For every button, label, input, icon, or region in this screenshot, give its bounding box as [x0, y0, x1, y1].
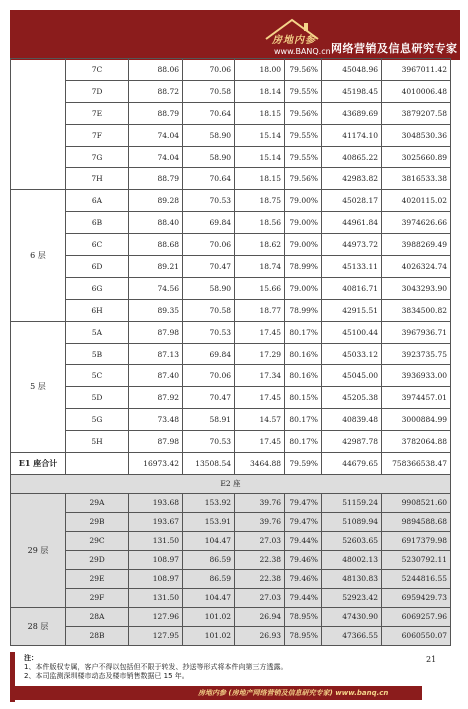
total-price-cell: 3923735.75 [382, 343, 451, 365]
floor-label-cell: 6 层 [11, 190, 66, 321]
table-row [11, 431, 451, 453]
shared-area-cell: 17.45 [235, 321, 285, 343]
total-row [11, 453, 451, 475]
unit-price-cell: 47366.55 [322, 626, 382, 645]
inner-area-cell: 70.47 [183, 256, 235, 278]
footnote-line-1: 1、本件版权专属，客户不得以包括但不限于转发、抄送等形式将本件向第三方透露。 [24, 663, 288, 671]
table-row [11, 343, 451, 365]
efficiency-cell: 79.00% [285, 234, 322, 256]
logo-url: www.BANQ.cn [274, 47, 331, 56]
unit-price-cell: 40816.71 [322, 277, 382, 299]
shared-area-cell: 15.66 [235, 277, 285, 299]
unit-price-cell: 40865.22 [322, 146, 382, 168]
total-price-cell: 3816533.38 [382, 168, 451, 190]
table-row [11, 512, 451, 531]
efficiency-cell: 80.16% [285, 365, 322, 387]
floor-label-cell: 5 层 [11, 321, 66, 452]
shared-area-cell: 18.15 [235, 168, 285, 190]
inner-area-cell: 58.91 [183, 409, 235, 431]
total-price-cell: 6959429.73 [382, 588, 451, 607]
efficiency-cell: 79.56% [285, 168, 322, 190]
footer-text: 房地内参 (房地产网络营销及信息研究专家) www.banq.cn [198, 689, 389, 697]
efficiency-cell: 79.59% [285, 453, 322, 475]
total-price-cell: 3043293.90 [382, 277, 451, 299]
inner-area-cell: 86.59 [183, 550, 235, 569]
inner-area-cell: 58.90 [183, 277, 235, 299]
unit-price-cell: 42915.51 [322, 299, 382, 321]
unit-price-cell: 51089.94 [322, 512, 382, 531]
inner-area-cell: 70.58 [183, 80, 235, 102]
unit-price-cell: 45045.00 [322, 365, 382, 387]
shared-area-cell: 18.77 [235, 299, 285, 321]
build-area-cell: 87.92 [129, 387, 183, 409]
shared-area-cell: 39.76 [235, 493, 285, 512]
total-price-cell: 3974626.66 [382, 212, 451, 234]
build-area-cell: 74.56 [129, 277, 183, 299]
unit-cell: 29D [66, 550, 129, 569]
unit-price-cell: 45100.44 [322, 321, 382, 343]
shared-area-cell: 17.45 [235, 431, 285, 453]
build-area-cell: 88.40 [129, 212, 183, 234]
shared-area-cell: 17.34 [235, 365, 285, 387]
shared-area-cell: 22.38 [235, 569, 285, 588]
build-area-cell: 88.79 [129, 168, 183, 190]
total-price-cell: 4010006.48 [382, 80, 451, 102]
build-area-cell: 131.50 [129, 531, 183, 550]
sales-table [10, 58, 451, 646]
table-row [11, 387, 451, 409]
build-area-cell: 88.68 [129, 234, 183, 256]
total-price-cell: 9908521.60 [382, 493, 451, 512]
efficiency-cell: 80.17% [285, 409, 322, 431]
efficiency-cell: 79.55% [285, 80, 322, 102]
table-row [11, 212, 451, 234]
unit-cell: 7D [66, 80, 129, 102]
company-logo [252, 14, 332, 56]
build-area-cell: 88.06 [129, 59, 183, 81]
footnote [24, 654, 287, 681]
total-price-cell: 3834500.82 [382, 299, 451, 321]
table-row [11, 299, 451, 321]
unit-cell: 7E [66, 102, 129, 124]
build-area-cell: 89.21 [129, 256, 183, 278]
build-area-cell: 74.04 [129, 124, 183, 146]
efficiency-cell: 79.47% [285, 493, 322, 512]
table-row [11, 146, 451, 168]
efficiency-cell: 80.17% [285, 321, 322, 343]
inner-area-cell: 58.90 [183, 124, 235, 146]
build-area-cell: 108.97 [129, 569, 183, 588]
build-area-cell: 89.35 [129, 299, 183, 321]
total-label-cell: E1 座合计 [11, 453, 66, 475]
inner-area-cell: 70.53 [183, 431, 235, 453]
shared-area-cell: 18.56 [235, 212, 285, 234]
page-header-banner [10, 10, 460, 60]
inner-area-cell: 70.53 [183, 321, 235, 343]
unit-cell: 7G [66, 146, 129, 168]
unit-cell: 5A [66, 321, 129, 343]
total-price-cell: 6069257.96 [382, 607, 451, 626]
build-area-cell: 16973.42 [129, 453, 183, 475]
inner-area-cell: 70.64 [183, 168, 235, 190]
shared-area-cell: 18.75 [235, 190, 285, 212]
efficiency-cell: 78.99% [285, 299, 322, 321]
table-row [11, 168, 451, 190]
shared-area-cell: 26.94 [235, 607, 285, 626]
efficiency-cell: 79.56% [285, 102, 322, 124]
build-area-cell: 73.48 [129, 409, 183, 431]
shared-area-cell: 27.03 [235, 588, 285, 607]
table-row [11, 80, 451, 102]
shared-area-cell: 18.00 [235, 59, 285, 81]
unit-cell: 29A [66, 493, 129, 512]
unit-cell: 6H [66, 299, 129, 321]
total-price-cell: 758366538.47 [382, 453, 451, 475]
unit-cell: 6C [66, 234, 129, 256]
build-area-cell: 127.96 [129, 607, 183, 626]
unit-cell: 29C [66, 531, 129, 550]
unit-cell: 7H [66, 168, 129, 190]
total-price-cell: 5244816.55 [382, 569, 451, 588]
section-header-row [11, 474, 451, 493]
shared-area-cell: 18.62 [235, 234, 285, 256]
total-price-cell: 3988269.49 [382, 234, 451, 256]
unit-price-cell: 51159.24 [322, 493, 382, 512]
inner-area-cell: 153.92 [183, 493, 235, 512]
total-price-cell: 3782064.88 [382, 431, 451, 453]
unit-cell: 29E [66, 569, 129, 588]
unit-price-cell: 44973.72 [322, 234, 382, 256]
footnote-title: 注： [24, 654, 38, 662]
unit-price-cell: 41174.10 [322, 124, 382, 146]
efficiency-cell: 79.56% [285, 59, 322, 81]
unit-price-cell: 52923.42 [322, 588, 382, 607]
inner-area-cell: 153.91 [183, 512, 235, 531]
table-row [11, 124, 451, 146]
efficiency-cell: 79.47% [285, 512, 322, 531]
shared-area-cell: 22.38 [235, 550, 285, 569]
unit-cell: 6B [66, 212, 129, 234]
unit-price-cell: 48002.13 [322, 550, 382, 569]
table-row [11, 550, 451, 569]
unit-price-cell: 45198.45 [322, 80, 382, 102]
shared-area-cell: 17.29 [235, 343, 285, 365]
shared-area-cell: 3464.88 [235, 453, 285, 475]
inner-area-cell: 70.64 [183, 102, 235, 124]
total-price-cell: 6917379.98 [382, 531, 451, 550]
total-price-cell: 3936933.00 [382, 365, 451, 387]
shared-area-cell: 26.93 [235, 626, 285, 645]
page-number: 21 [426, 655, 437, 664]
unit-cell: 29F [66, 588, 129, 607]
total-price-cell: 3000884.99 [382, 409, 451, 431]
efficiency-cell: 79.55% [285, 124, 322, 146]
inner-area-cell: 58.90 [183, 146, 235, 168]
floor-label-cell: 28 层 [11, 607, 66, 645]
floor-label-cell [11, 59, 66, 190]
efficiency-cell: 79.44% [285, 531, 322, 550]
shared-area-cell: 18.15 [235, 102, 285, 124]
efficiency-cell: 79.00% [285, 212, 322, 234]
table-row [11, 531, 451, 550]
efficiency-cell: 78.99% [285, 256, 322, 278]
efficiency-cell: 80.16% [285, 343, 322, 365]
inner-area-cell: 13508.54 [183, 453, 235, 475]
total-price-cell: 4020115.02 [382, 190, 451, 212]
shared-area-cell: 27.03 [235, 531, 285, 550]
inner-area-cell: 70.58 [183, 299, 235, 321]
build-area-cell: 108.97 [129, 550, 183, 569]
table-row [11, 493, 451, 512]
shared-area-cell: 18.74 [235, 256, 285, 278]
efficiency-cell: 79.00% [285, 190, 322, 212]
build-area-cell: 87.40 [129, 365, 183, 387]
efficiency-cell: 79.55% [285, 146, 322, 168]
efficiency-cell: 78.95% [285, 607, 322, 626]
logo-text: 房地内参 [272, 35, 316, 46]
unit-cell: 5H [66, 431, 129, 453]
header-title: 网络营销及信息研究专家 [331, 42, 458, 55]
shared-area-cell: 39.76 [235, 512, 285, 531]
inner-area-cell: 86.59 [183, 569, 235, 588]
table-row [11, 607, 451, 626]
total-price-cell: 3025660.89 [382, 146, 451, 168]
build-area-cell: 87.98 [129, 321, 183, 343]
footnote-line-2: 2、本司监测深圳楼市动态及楼市销售数据已 15 年。 [24, 672, 189, 680]
total-price-cell: 5230792.11 [382, 550, 451, 569]
build-area-cell: 193.67 [129, 512, 183, 531]
unit-cell: 28B [66, 626, 129, 645]
inner-area-cell: 70.47 [183, 387, 235, 409]
unit-cell: 6D [66, 256, 129, 278]
table-row [11, 256, 451, 278]
efficiency-cell: 80.15% [285, 387, 322, 409]
table-row [11, 588, 451, 607]
unit-price-cell: 40839.48 [322, 409, 382, 431]
total-price-cell: 3967936.71 [382, 321, 451, 343]
build-area-cell: 88.72 [129, 80, 183, 102]
unit-price-cell: 45048.96 [322, 59, 382, 81]
unit-price-cell: 45033.12 [322, 343, 382, 365]
build-area-cell: 88.79 [129, 102, 183, 124]
inner-area-cell: 104.47 [183, 588, 235, 607]
unit-price-cell: 52603.65 [322, 531, 382, 550]
shared-area-cell: 17.45 [235, 387, 285, 409]
unit-cell: 5C [66, 365, 129, 387]
table-row [11, 277, 451, 299]
unit-price-cell: 42987.78 [322, 431, 382, 453]
unit-price-cell: 42983.82 [322, 168, 382, 190]
table-row [11, 409, 451, 431]
unit-price-cell: 47430.90 [322, 607, 382, 626]
table-row [11, 59, 451, 81]
inner-area-cell: 70.06 [183, 234, 235, 256]
inner-area-cell: 101.02 [183, 607, 235, 626]
build-area-cell: 87.13 [129, 343, 183, 365]
efficiency-cell: 80.17% [285, 431, 322, 453]
total-price-cell: 6060550.07 [382, 626, 451, 645]
unit-price-cell: 44961.84 [322, 212, 382, 234]
sales-table-body [11, 59, 451, 646]
build-area-cell: 87.98 [129, 431, 183, 453]
total-price-cell: 4026324.74 [382, 256, 451, 278]
build-area-cell: 127.95 [129, 626, 183, 645]
inner-area-cell: 69.84 [183, 343, 235, 365]
build-area-cell: 89.28 [129, 190, 183, 212]
build-area-cell: 193.68 [129, 493, 183, 512]
unit-price-cell: 45028.17 [322, 190, 382, 212]
shared-area-cell: 15.14 [235, 124, 285, 146]
unit-cell: 5G [66, 409, 129, 431]
inner-area-cell: 70.53 [183, 190, 235, 212]
unit-cell: 28A [66, 607, 129, 626]
unit-cell: 5D [66, 387, 129, 409]
section-header-cell: E2 座 [11, 474, 451, 493]
total-price-cell: 3879207.58 [382, 102, 451, 124]
unit-cell: 7C [66, 59, 129, 81]
unit-cell: 29B [66, 512, 129, 531]
table-row [11, 102, 451, 124]
unit-price-cell: 44679.65 [322, 453, 382, 475]
total-price-cell: 3048530.36 [382, 124, 451, 146]
table-row [11, 234, 451, 256]
floor-label-cell: 29 层 [11, 493, 66, 607]
efficiency-cell: 79.46% [285, 569, 322, 588]
build-area-cell: 131.50 [129, 588, 183, 607]
inner-area-cell: 70.06 [183, 59, 235, 81]
inner-area-cell: 101.02 [183, 626, 235, 645]
table-row [11, 190, 451, 212]
efficiency-cell: 79.00% [285, 277, 322, 299]
efficiency-cell: 78.95% [285, 626, 322, 645]
unit-price-cell: 45205.38 [322, 387, 382, 409]
table-row [11, 626, 451, 645]
unit-cell: 5B [66, 343, 129, 365]
build-area-cell: 74.04 [129, 146, 183, 168]
total-price-cell: 3974457.01 [382, 387, 451, 409]
unit-cell [66, 453, 129, 475]
unit-price-cell: 48130.83 [322, 569, 382, 588]
table-row [11, 365, 451, 387]
shared-area-cell: 14.57 [235, 409, 285, 431]
inner-area-cell: 70.06 [183, 365, 235, 387]
table-row [11, 569, 451, 588]
inner-area-cell: 104.47 [183, 531, 235, 550]
shared-area-cell: 18.14 [235, 80, 285, 102]
inner-area-cell: 69.84 [183, 212, 235, 234]
unit-cell: 7F [66, 124, 129, 146]
total-price-cell: 9894588.68 [382, 512, 451, 531]
unit-price-cell: 45133.11 [322, 256, 382, 278]
efficiency-cell: 79.44% [285, 588, 322, 607]
total-price-cell: 3967011.42 [382, 59, 451, 81]
unit-cell: 6A [66, 190, 129, 212]
unit-price-cell: 43689.69 [322, 102, 382, 124]
efficiency-cell: 79.46% [285, 550, 322, 569]
shared-area-cell: 15.14 [235, 146, 285, 168]
table-row [11, 321, 451, 343]
unit-cell: 6G [66, 277, 129, 299]
